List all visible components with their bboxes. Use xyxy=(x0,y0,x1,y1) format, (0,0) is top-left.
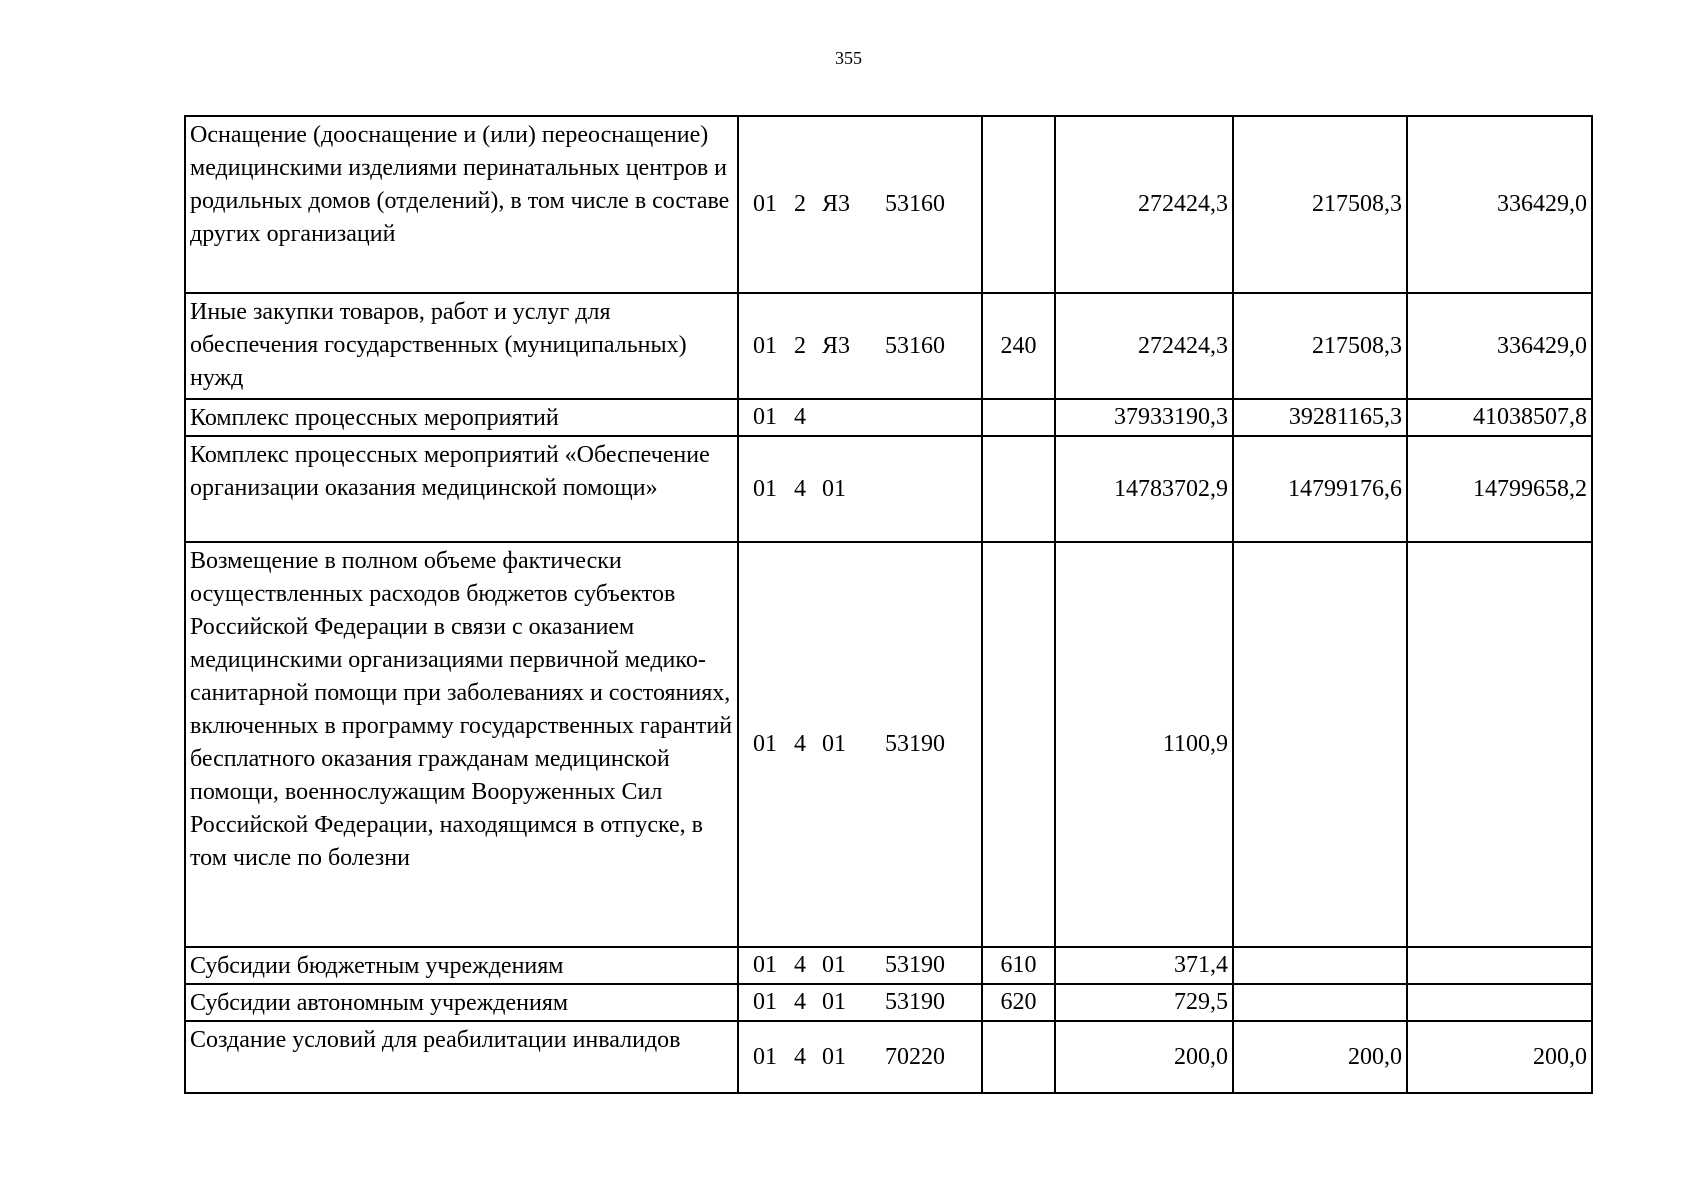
budget-table xyxy=(184,115,1593,1094)
row-name: Создание условий для реабилитации инвалидов xyxy=(185,1021,738,1093)
table-row xyxy=(185,542,1592,947)
amount-year-2 xyxy=(1233,984,1407,1021)
code-direction: 70220 xyxy=(885,1043,945,1070)
code-program: 01 xyxy=(753,731,777,757)
classification-code xyxy=(738,1021,982,1093)
amount-year-1: 371,4 xyxy=(1055,947,1233,984)
row-name: Возмещение в полном объеме фактически осуществленных расходов бюджетов субъектов Российской Федерации в связи с оказанием медицинскими организациями первичной медико-санитарной помощи при заболеваниях и состояниях, включенных в программу государственных гарантий бесплатного оказания гражданам медицинской помощи, военнослужащим Вооруженных Сил Российской Федерации, находящимся в отпуске, в том числе по болезни xyxy=(185,542,738,947)
code-subprogram: 4 xyxy=(794,952,806,978)
code-direction: 53160 xyxy=(885,191,945,217)
code-direction: 53190 xyxy=(885,731,945,757)
classification-code xyxy=(738,293,982,399)
table-row xyxy=(185,984,1592,1021)
classification-code xyxy=(738,947,982,984)
code-program: 01 xyxy=(753,1043,777,1070)
amount-year-1: 37933190,3 xyxy=(1055,399,1233,436)
code-project: Я3 xyxy=(822,191,851,217)
amount-year-2: 200,0 xyxy=(1233,1021,1407,1093)
row-name: Комплекс процессных мероприятий «Обеспечение организации оказания медицинской помощи» xyxy=(185,436,738,542)
code-program: 01 xyxy=(753,989,777,1015)
amount-year-1: 200,0 xyxy=(1055,1021,1233,1093)
amount-year-3: 14799658,2 xyxy=(1407,436,1592,542)
expense-type xyxy=(982,1021,1055,1093)
expense-type: 610 xyxy=(982,947,1055,984)
classification-code xyxy=(738,436,982,542)
amount-year-2 xyxy=(1233,542,1407,947)
code-program: 01 xyxy=(753,404,777,430)
amount-year-3: 41038507,8 xyxy=(1407,399,1592,436)
amount-year-1: 1100,9 xyxy=(1055,542,1233,947)
amount-year-3: 200,0 xyxy=(1407,1021,1592,1093)
row-name: Комплекс процессных мероприятий xyxy=(185,399,738,436)
amount-year-2: 14799176,6 xyxy=(1233,436,1407,542)
expense-type xyxy=(982,399,1055,436)
amount-year-3: 336429,0 xyxy=(1407,116,1592,293)
code-project: 01 xyxy=(822,731,846,757)
expense-type: 620 xyxy=(982,984,1055,1021)
code-subprogram: 2 xyxy=(794,191,806,217)
table-row xyxy=(185,947,1592,984)
amount-year-1: 272424,3 xyxy=(1055,116,1233,293)
amount-year-1: 272424,3 xyxy=(1055,293,1233,399)
row-name: Субсидии автономным учреждениям xyxy=(185,984,738,1021)
code-subprogram: 2 xyxy=(794,332,806,359)
code-program: 01 xyxy=(753,475,777,502)
table-row xyxy=(185,436,1592,542)
row-name: Субсидии бюджетным учреждениям xyxy=(185,947,738,984)
amount-year-2: 217508,3 xyxy=(1233,293,1407,399)
amount-year-3 xyxy=(1407,947,1592,984)
code-project: 01 xyxy=(822,989,846,1015)
table-row xyxy=(185,116,1592,293)
expense-type xyxy=(982,436,1055,542)
classification-code xyxy=(738,399,982,436)
code-subprogram: 4 xyxy=(794,731,806,757)
code-direction: 53160 xyxy=(885,332,945,359)
amount-year-3 xyxy=(1407,984,1592,1021)
classification-code xyxy=(738,984,982,1021)
code-direction: 53190 xyxy=(885,952,945,978)
amount-year-2 xyxy=(1233,947,1407,984)
row-name: Иные закупки товаров, работ и услуг для обеспечения государственных (муниципальных) нужд xyxy=(185,293,738,399)
expense-type: 240 xyxy=(982,293,1055,399)
code-project: 01 xyxy=(822,1043,846,1070)
code-program: 01 xyxy=(753,332,777,359)
code-project: Я3 xyxy=(822,332,851,359)
expense-type xyxy=(982,116,1055,293)
amount-year-2: 217508,3 xyxy=(1233,116,1407,293)
amount-year-2: 39281165,3 xyxy=(1233,399,1407,436)
code-project: 01 xyxy=(822,952,846,978)
code-program: 01 xyxy=(753,952,777,978)
classification-code xyxy=(738,542,982,947)
code-subprogram: 4 xyxy=(794,404,806,430)
code-subprogram: 4 xyxy=(794,1043,806,1070)
code-project: 01 xyxy=(822,475,846,502)
amount-year-1: 729,5 xyxy=(1055,984,1233,1021)
table-row xyxy=(185,1021,1592,1093)
code-program: 01 xyxy=(753,191,777,217)
amount-year-3: 336429,0 xyxy=(1407,293,1592,399)
code-direction: 53190 xyxy=(885,989,945,1015)
code-subprogram: 4 xyxy=(794,475,806,502)
code-subprogram: 4 xyxy=(794,989,806,1015)
classification-code xyxy=(738,116,982,293)
row-name: Оснащение (дооснащение и (или) переоснащение) медицинскими изделиями перинатальных центров и родильных домов (отделений), в том числе в составе других организаций xyxy=(185,116,738,293)
page-number: 355 xyxy=(835,48,862,68)
amount-year-1: 14783702,9 xyxy=(1055,436,1233,542)
amount-year-3 xyxy=(1407,542,1592,947)
expense-type xyxy=(982,542,1055,947)
table-row xyxy=(185,399,1592,436)
table-row xyxy=(185,293,1592,399)
